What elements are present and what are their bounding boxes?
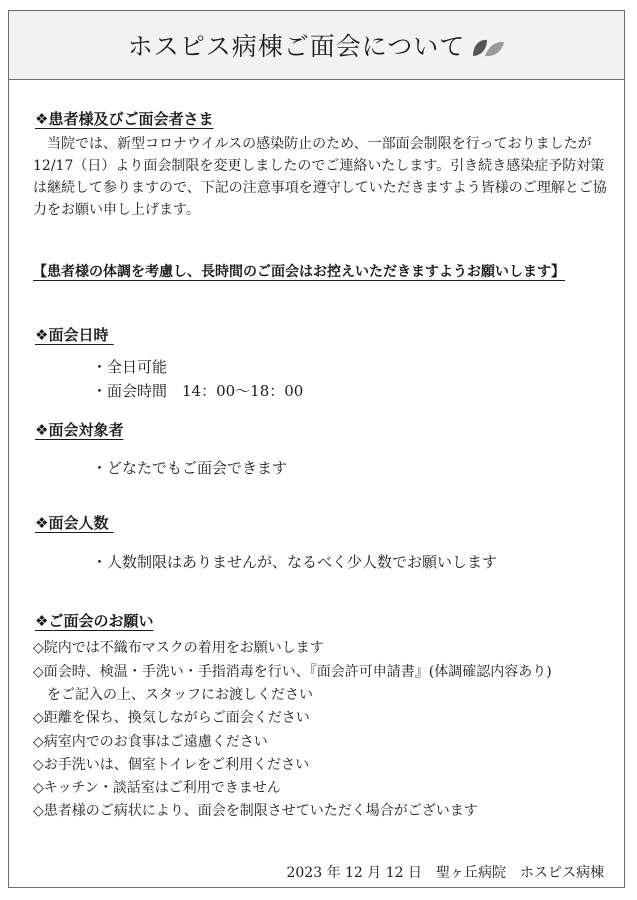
request-item: ◇病室内でのお食事はご遠慮ください xyxy=(33,734,268,750)
request-item: ◇距離を保ち、換気しながらご面会ください xyxy=(33,710,310,726)
footer-signature: 2023 年 12 月 12 日 聖ヶ丘病院 ホスピス病棟 xyxy=(286,865,604,881)
request-item: ◇お手洗いは、個室トイレをご利用ください xyxy=(33,757,310,773)
greeting-body: 当院では、新型コロナウイルスの感染防止のため、一部面会制限を行っておりましたが 12/17（日）より面会制限を変更しましたのでご連絡いたします。引き続き感染症予防対策は継続して参りますので、下記の注意事項を遵守していただきますよう皆様のご理解とご協力をお願い申し上げます。 xyxy=(33,136,607,218)
count-item: ・人数制限はありませんが、なるべく少人数でお願いします xyxy=(92,553,498,571)
title-box xyxy=(9,11,624,80)
visit-time-item: ・全日可能 xyxy=(92,358,168,376)
request-item: ◇院内では不織布マスクの着用をお願いします xyxy=(33,640,324,656)
visit-time-heading: ❖面会日時 xyxy=(35,326,114,344)
visit-time-item: ・面会時間 14：00～18：00 xyxy=(92,382,304,400)
visitors-item: ・どなたでもご面会できます xyxy=(92,459,288,477)
visitors-heading: ❖面会対象者 xyxy=(35,421,124,439)
page-title: ホスピス病棟ご面会について xyxy=(127,32,466,61)
notice-text: 【患者様の体調を考慮し、長時間のご面会はお控えいただきますようお願いします】 xyxy=(33,264,565,280)
request-item: ◇キッチン・談話室はご利用できません xyxy=(33,780,281,796)
greeting-heading: ❖患者様及びご面会者さま xyxy=(35,110,214,128)
count-heading: ❖面会人数 xyxy=(35,514,114,532)
requests-heading: ❖ご面会のお願い xyxy=(35,612,154,630)
request-item: をご記入の上、スタッフにお渡しください xyxy=(47,687,313,703)
request-item: ◇面会時、検温・手洗い・手指消毒を行い、『面会許可申請書』(体調確認内容あり) xyxy=(33,664,552,680)
request-item: ◇患者様のご病状により、面会を制限させていただく場合がございます xyxy=(33,803,478,819)
leaf-icon xyxy=(471,36,505,58)
